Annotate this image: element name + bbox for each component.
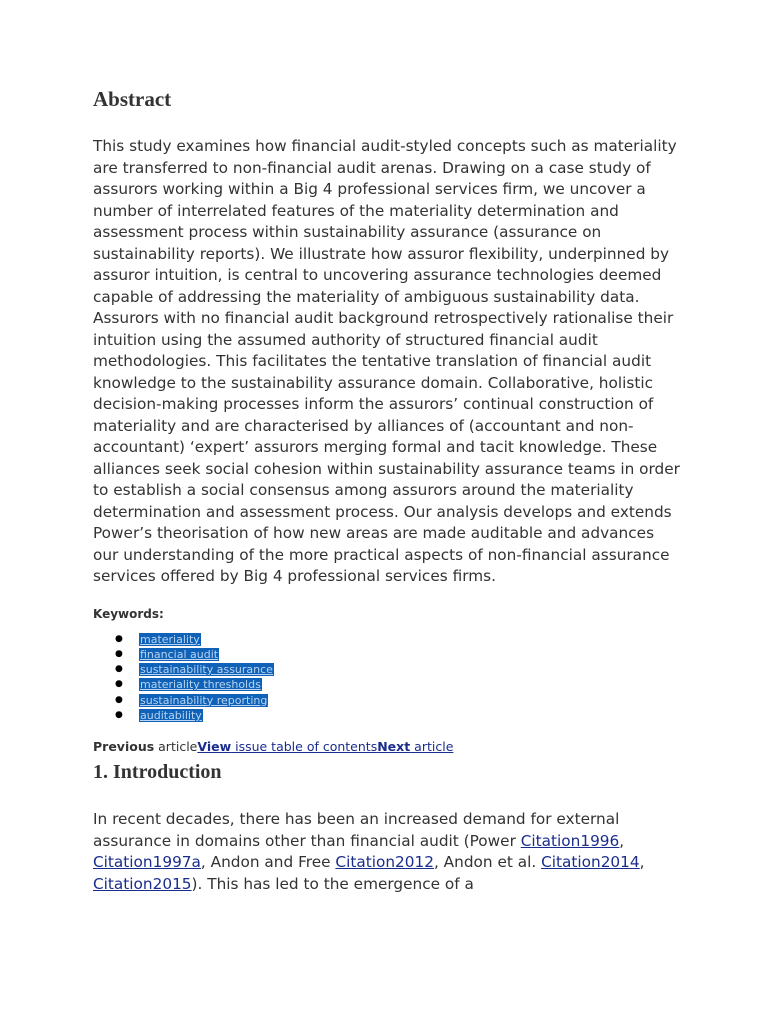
- citation-word: Citation: [335, 853, 396, 872]
- next-article-link[interactable]: [377, 739, 453, 754]
- citation-year: 2015: [152, 874, 192, 893]
- keywords-label: Keywords:: [93, 606, 164, 621]
- citation-word: Citation: [541, 853, 601, 872]
- citation-word: Citation: [520, 831, 581, 850]
- previous-rest: article: [154, 739, 198, 755]
- intro-text: ). This has led to the emergence of a: [191, 874, 474, 893]
- abstract-body: This study examines how financial audit-styled concepts such as materiality are transferred to non-financial audit arenas. Drawing on a case study of assurors working within a Big 4 professional services firm, we uncover a number of interrelated features of the materiality determination and assessment process within sustainability assurance (assurance on sustainability reports). We illustrate how assuror flexibility, underpinned by assuror intuition, is central to uncovering assurance technologies deemed capable of addressing the materiality of ambiguous sustainability data. Assurors with no financial audit background retrospectively rationalise their intuition using the assumed authority of structured financial audit methodologies. This facilitates the tentative translation of financial audit knowledge to the sustainability assurance domain. Collaborative, holistic decision-making processes inform the assurors’ continual construction of materiality and are characterised by alliances of (accountant and non-accountant) ‘expert’ assurors merging formal and tacit knowledge. These alliances seek social cohesion within sustainability assurance teams in order to establish a social consensus among assurors around the materiality determination and assessment process. Our analysis develops and extends Power’s theorisation of how new areas are made auditable and advances our understanding of the more practical aspects of non-financial assurance services offered by Big 4 professional services firms.: [93, 137, 680, 585]
- keyword-item: [115, 708, 683, 723]
- citation-link[interactable]: [93, 875, 192, 893]
- keyword-link-sustainability-reporting[interactable]: sustainability reporting: [140, 693, 268, 707]
- previous-article: [93, 739, 197, 754]
- keyword-item: [115, 693, 683, 708]
- abstract-heading: Abstract: [93, 87, 172, 111]
- intro-text: ,: [619, 831, 625, 850]
- view-issue-toc-link[interactable]: [197, 739, 377, 754]
- keyword-link-materiality[interactable]: materiality: [140, 632, 200, 646]
- bullet-icon: ●: [115, 648, 123, 659]
- keyword-list: [93, 632, 683, 724]
- keyword-item: [115, 677, 683, 692]
- introduction-body: [93, 809, 683, 895]
- bullet-icon: ●: [115, 709, 123, 720]
- keyword-item: [115, 662, 683, 677]
- keyword-link-materiality-thresholds[interactable]: materiality thresholds: [140, 678, 261, 692]
- next-label: Next: [377, 739, 411, 755]
- bullet-icon: ●: [115, 679, 123, 690]
- article-content: [93, 86, 683, 895]
- bullet-icon: ●: [115, 633, 123, 644]
- keyword-item: [115, 647, 683, 662]
- citation-link[interactable]: [541, 853, 640, 871]
- view-label: View: [197, 739, 232, 755]
- intro-text: ,: [639, 853, 645, 872]
- article-navigation: [93, 739, 683, 755]
- citation-year: 2014: [600, 853, 640, 872]
- citation-word: Citation: [93, 874, 153, 893]
- keyword-link-financial-audit[interactable]: financial audit: [140, 647, 219, 661]
- view-rest: issue table of contents: [231, 739, 378, 755]
- citation-year: 2012: [395, 853, 434, 872]
- keyword-item: [115, 632, 683, 647]
- citation-year: 1997a: [152, 853, 201, 872]
- bullet-icon: ●: [115, 694, 123, 705]
- intro-text: , Andon et al.: [433, 853, 542, 872]
- citation-link[interactable]: [93, 853, 201, 871]
- next-rest: article: [410, 739, 454, 755]
- keyword-link-sustainability-assurance[interactable]: sustainability assurance: [140, 663, 273, 677]
- bullet-icon: ●: [115, 664, 123, 675]
- introduction-heading: 1. Introduction: [93, 761, 222, 784]
- previous-label: Previous: [93, 739, 155, 755]
- keyword-link-auditability[interactable]: auditability: [140, 708, 202, 722]
- citation-word: Citation: [93, 853, 153, 872]
- intro-text: In recent decades, there has been an increased demand for external assurance in domains other than financial audit (Power: [93, 810, 620, 850]
- citation-link[interactable]: [521, 832, 620, 850]
- intro-text: , Andon and Free: [200, 853, 336, 872]
- citation-year: 1996: [580, 831, 620, 850]
- citation-link[interactable]: [335, 853, 434, 871]
